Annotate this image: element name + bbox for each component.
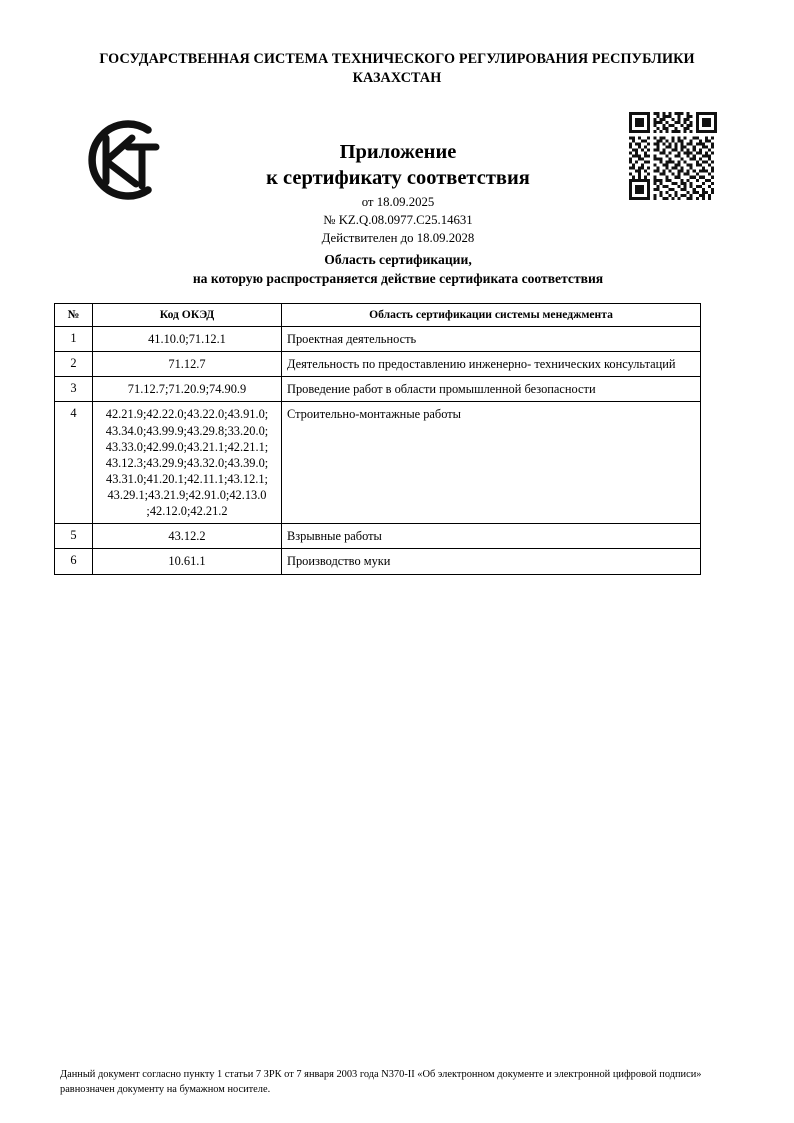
row-scope-text: Деятельность по предоставлению инженерно- технических консультаций <box>282 352 701 377</box>
row-number: 4 <box>55 402 93 524</box>
row-number: 6 <box>55 549 93 574</box>
valid-until: Действителен до 18.09.2028 <box>321 230 475 245</box>
issue-date: от 18.09.2025 <box>361 195 435 210</box>
row-oked-codes: 43.12.2 <box>93 524 282 549</box>
table-header-row <box>55 304 701 327</box>
certificate-number: № KZ.Q.08.0977.C25.14631 <box>323 212 473 227</box>
scope-heading-line1: Область сертификации, <box>324 252 472 268</box>
table-row <box>55 352 701 377</box>
state-system-header: ГОСУДАРСТВЕННАЯ СИСТЕМА ТЕХНИЧЕСКОГО РЕГУЛИРОВАНИЯ РЕСПУБЛИКИ КАЗАХСТАН <box>99 51 695 86</box>
table-row <box>55 327 701 352</box>
row-oked-codes: 41.10.0;71.12.1 <box>93 327 282 352</box>
row-oked-codes: 42.21.9;42.22.0;43.22.0;43.91.0; 43.34.0;43.99.9;43.29.8;33.20.0; 43.33.0;42.99.0;43.21.1;42.21.1; 43.12.3;43.29.9;43.32.0;43.39.0; 43.31.0;41.20.1;42.11.1;43.12.1; 43.29.1;43.21.9;42.91.0;42.13.0 ;42.12.0;42.21.2 <box>93 402 282 524</box>
table-row <box>55 377 701 402</box>
row-scope-text: Проведение работ в области промышленной безопасности <box>282 377 701 402</box>
table-row <box>55 524 701 549</box>
row-number: 1 <box>55 327 93 352</box>
page-subtitle: к сертификату соответствия <box>266 166 530 189</box>
certification-scope-table <box>54 303 701 575</box>
table-row <box>55 549 701 574</box>
row-oked-codes: 10.61.1 <box>93 549 282 574</box>
appendix-title-block <box>180 140 616 288</box>
row-scope-text: Производство муки <box>282 549 701 574</box>
row-oked-codes: 71.12.7 <box>93 352 282 377</box>
scope-heading-line2: на которую распространяется действие сертификата соответствия <box>192 270 604 286</box>
column-header-number: № <box>55 304 93 327</box>
column-header-oked: Код ОКЭД <box>93 304 282 327</box>
row-number: 2 <box>55 352 93 377</box>
row-scope-text: Строительно-монтажные работы <box>282 402 701 524</box>
row-oked-codes: 71.12.7;71.20.9;74.90.9 <box>93 377 282 402</box>
row-number: 3 <box>55 377 93 402</box>
electronic-document-disclaimer: Данный документ согласно пункту 1 статьи 7 ЗРК от 7 января 2003 года N370-II «Об электронном документе и электронной цифровой подписи» равнозначен документу на бумажном носителе. <box>60 1069 702 1095</box>
row-number: 5 <box>55 524 93 549</box>
row-scope-text: Взрывные работы <box>282 524 701 549</box>
qr-code-icon <box>629 112 717 200</box>
row-scope-text: Проектная деятельность <box>282 327 701 352</box>
table-row <box>55 402 701 524</box>
page-title: Приложение <box>339 141 457 163</box>
column-header-scope: Область сертификации системы менеджмента <box>282 304 701 327</box>
kazakhstan-conformity-mark-icon <box>76 114 172 206</box>
